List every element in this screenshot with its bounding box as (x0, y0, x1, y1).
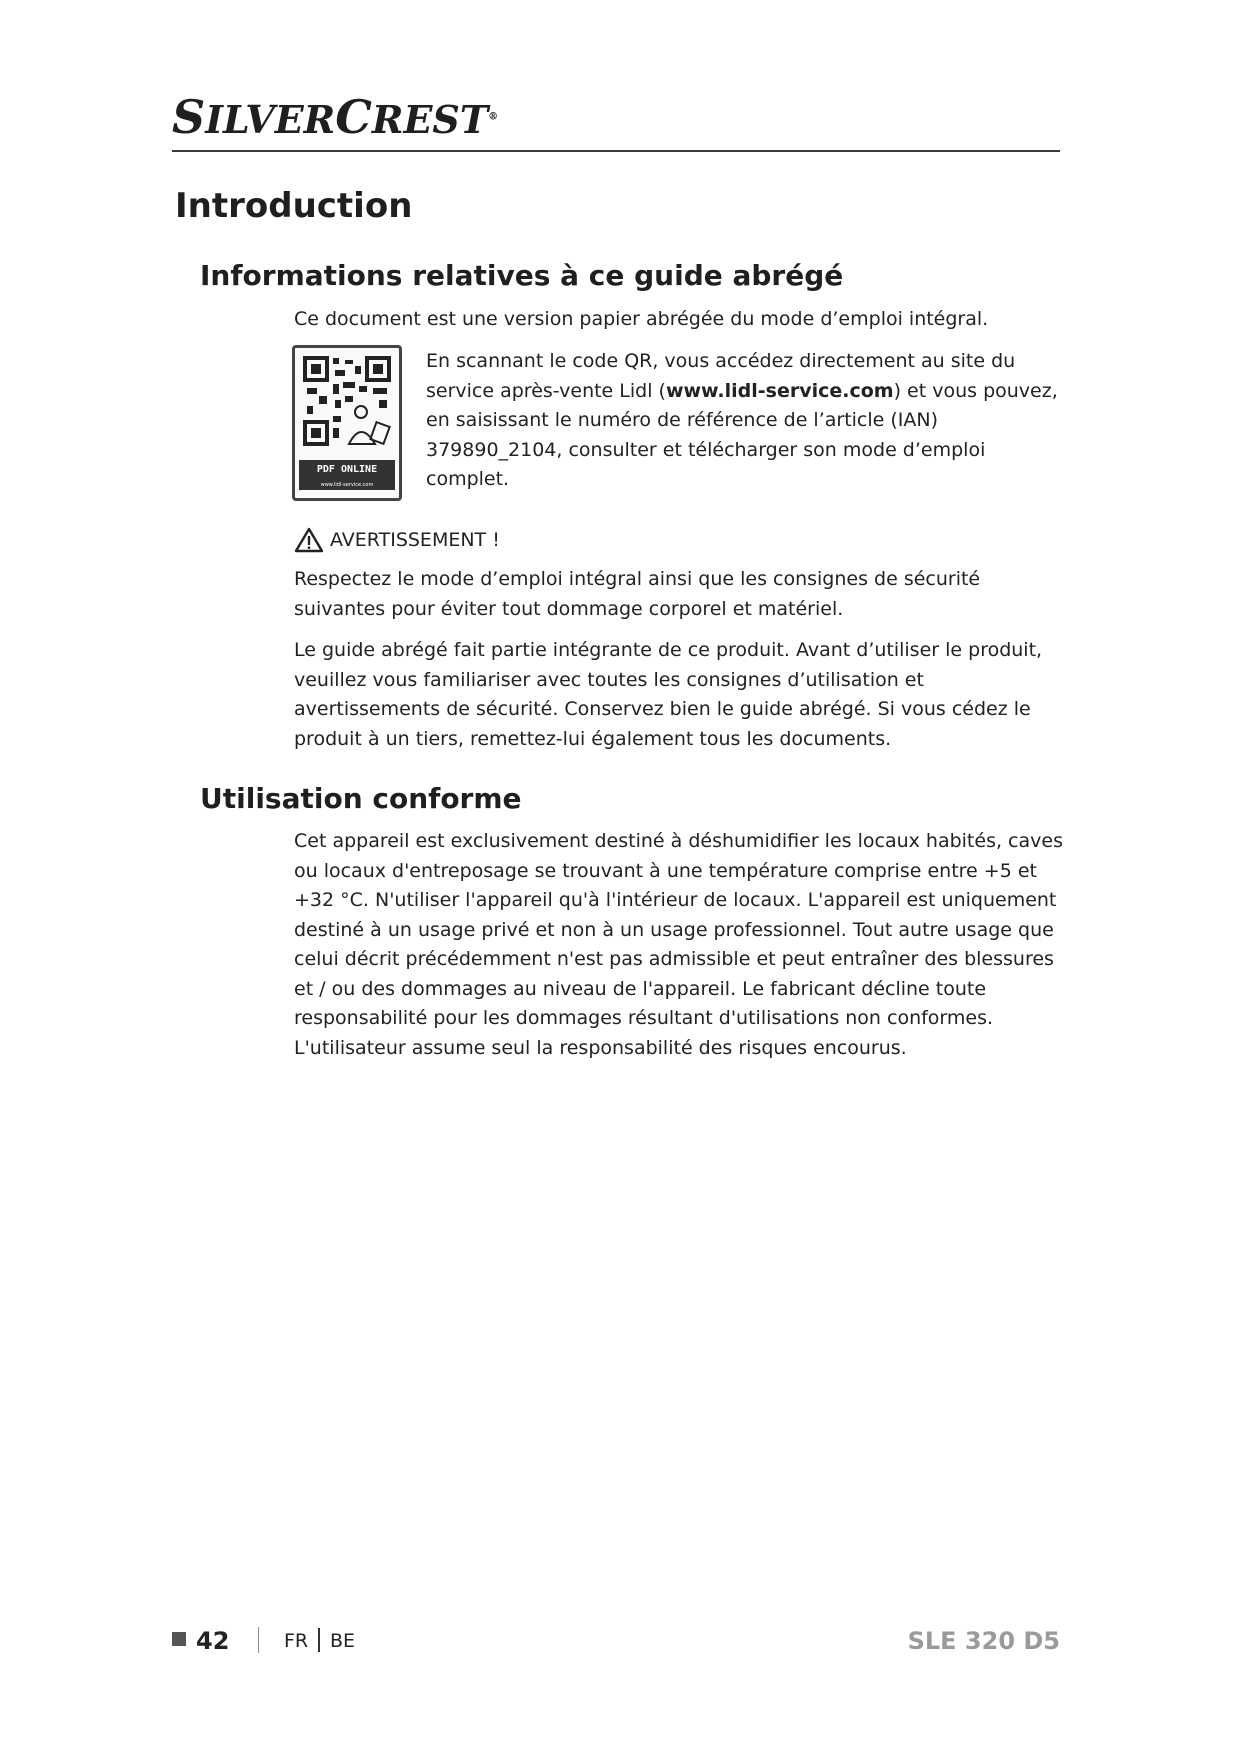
qr-description (426, 347, 1066, 495)
footer-region: BE (330, 1630, 356, 1652)
qr-code-pattern (295, 348, 399, 456)
warning-label (294, 527, 500, 553)
section-heading-guide-info: Informations relatives à ce guide abrégé (200, 259, 844, 292)
footer-divider (258, 1627, 259, 1653)
footer-square-icon (172, 1632, 186, 1646)
footer-language: FR (284, 1630, 309, 1652)
warning-paragraph: Respectez le mode d’emploi intégral ainsi que les consignes de sécurité suivantes pour éviter tout dommage corporel et matériel. (294, 568, 981, 620)
footer-language-divider (318, 1628, 320, 1652)
warning-title: AVERTISSEMENT ! (330, 529, 500, 551)
qr-text-start: En scannant le code QR, vous accédez directement au site du service après-vente Lidl ( (426, 350, 1016, 402)
intro-paragraph: Ce document est une version papier abrégée du mode d’emploi intégral. (294, 308, 989, 330)
brand-logo: SILVERCREST® (172, 90, 499, 144)
guide-paragraph: Le guide abrégé fait partie intégrante de ce produit. Avant d’utiliser le produit, veuillez vous familiariser avec toutes les consignes d’utilisation et avertissements de sécurité. Conservez bien le guide abrégé. Si vous cédez le produit à un tiers, remettez-lui également tous les documents. (294, 639, 1043, 750)
qr-code[interactable] (292, 345, 402, 501)
qr-pdf-online-label: PDF ONLINE (299, 460, 395, 480)
service-link[interactable]: www.lidl-service.com (665, 379, 894, 402)
page-number: 42 (196, 1627, 230, 1655)
warning-triangle-icon (294, 527, 324, 553)
intended-use-paragraph: Cet appareil est exclusivement destiné à déshumidifier les locaux habités, caves ou locaux d'entreposage se trouvant à une température comprise entre +5 et +32 °C. N'utiliser l'appareil qu'à l'intérieur de locaux. L'appareil est uniquement destiné à un usage privé et non à un usage professionnel. Tout autre usage que celui décrit précédemment n'est pas admissible et peut entraîner des blessures et / ou des dommages au niveau de l'appareil. Le fabricant décline toute responsabilité pour les dommages résultant d'utilisations non conformes. L'utilisateur assume seul la responsabilité des risques encourus. (294, 830, 1063, 1059)
model-number: SLE 320 D5 (907, 1627, 1060, 1655)
header-divider (172, 150, 1060, 152)
qr-text-end: ) et vous pouvez, en saisissant le numéro de référence de l’article (IAN) 379890_2104, consulter et télécharger son mode d’emploi complet. (426, 379, 1058, 490)
section-heading-intended-use: Utilisation conforme (200, 782, 522, 815)
qr-url-label: www.lidl-service.com (299, 480, 395, 490)
page-title: Introduction (175, 186, 413, 226)
